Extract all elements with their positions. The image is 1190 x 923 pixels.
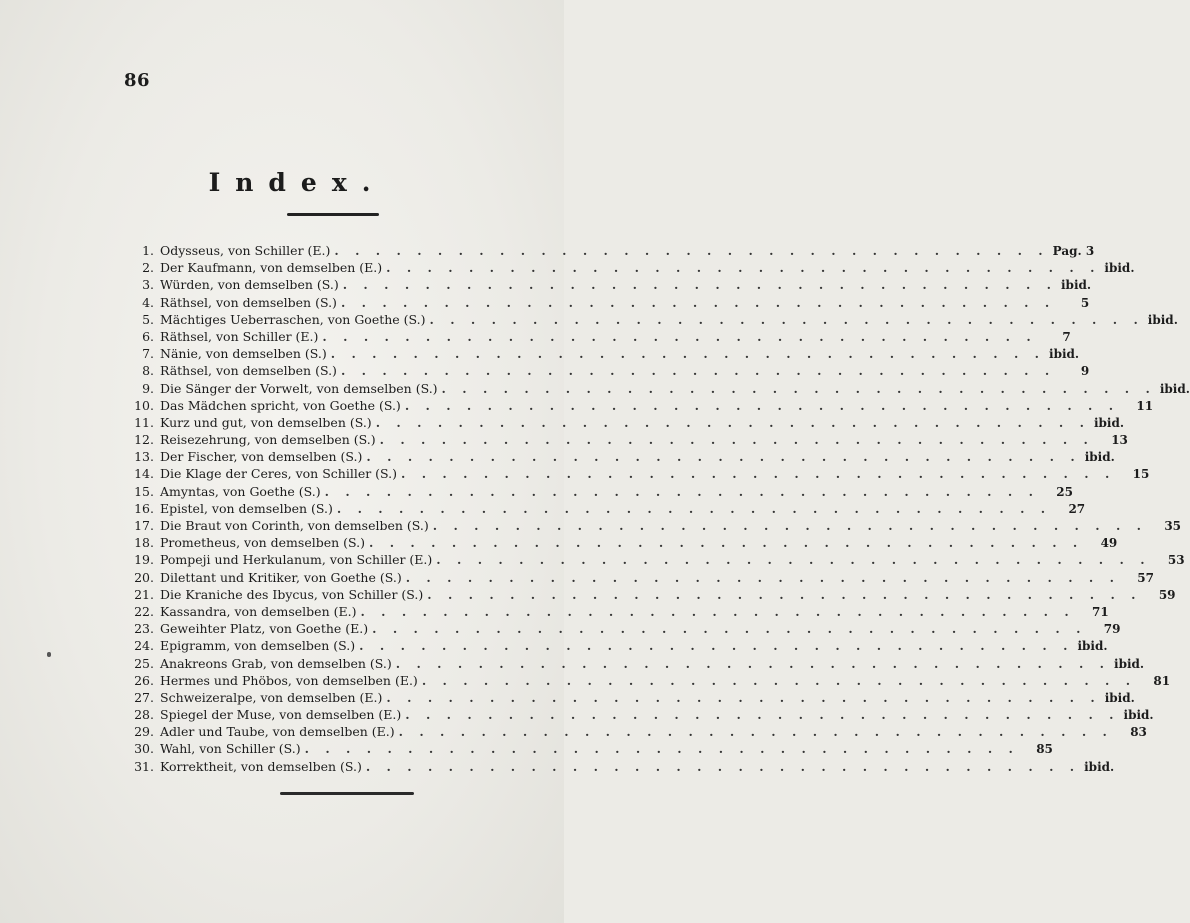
- index-entry: [128, 638, 1108, 655]
- entry-number: 5.: [142, 311, 154, 327]
- entry-title: Wahl, von Schiller (S.): [160, 741, 301, 757]
- index-entry: [128, 483, 1073, 501]
- entry-number: 15.: [134, 483, 154, 499]
- entry-number: 21.: [134, 586, 154, 602]
- entry-page-ref: 13: [1111, 433, 1128, 448]
- dot-leader: . . . . . . . . . . . . . . . . . . . . . . . . . . . . . . . . . . .: [330, 346, 1046, 362]
- dot-leader: . . . . . . . . . . . . . . . . . . . . . . . . . . . . . . . . . . .: [369, 535, 1084, 551]
- dot-leader: . . . . . . . . . . . . . . . . . . . . . . . . . . . . . . . . . . .: [359, 638, 1074, 654]
- entry-title: Räthsel, von demselben (S.): [160, 294, 337, 310]
- index-entry: [128, 449, 1115, 466]
- entry-title: Der Fischer, von demselben (S.): [160, 449, 363, 465]
- index-entry: [128, 655, 1145, 673]
- entry-page-ref: ibid.: [1147, 312, 1178, 327]
- dot-leader: . . . . . . . . . . . . . . . . . . . . . . . . . . . . . . . . . . .: [322, 328, 1037, 344]
- dot-leader: . . . . . . . . . . . . . . . . . . . . . . . . . . . . . . . . . . .: [441, 380, 1156, 396]
- entry-number: 31.: [134, 758, 154, 774]
- entry-title: Adler und Taube, von demselben (E.): [160, 724, 395, 740]
- entry-page-ref: 5: [1080, 295, 1090, 310]
- dot-leader: . . . . . . . . . . . . . . . . . . . . . . . . . . . . . . . . . . .: [336, 500, 1052, 516]
- entry-page-ref: 83: [1130, 725, 1147, 740]
- entry-title: Spiegel der Muse, von demselben (E.): [160, 707, 402, 723]
- dot-leader: . . . . . . . . . . . . . . . . . . . . . . . . . . . . . . . . . . .: [436, 552, 1151, 568]
- dot-leader: . . . . . . . . . . . . . . . . . . . . . . . . . . . . . . . . . . .: [427, 586, 1142, 602]
- index-entry: [128, 758, 1115, 776]
- page-number: 86: [124, 70, 151, 91]
- entry-title: Kurz und gut, von demselben (S.): [160, 414, 372, 430]
- index-entry: [128, 311, 1178, 329]
- index-entry: [128, 518, 1182, 535]
- dot-leader: . . . . . . . . . . . . . . . . . . . . . . . . . . . . . . . . . . .: [429, 311, 1144, 327]
- index-entry: [128, 397, 1154, 415]
- entry-title: Hermes und Phöbos, von demselben (E.): [160, 672, 418, 688]
- dot-leader: . . . . . . . . . . . . . . . . . . . . . . . . . . . . . . . . . . .: [342, 277, 1057, 293]
- index-entry: [128, 277, 1092, 294]
- index-entry: [128, 535, 1118, 552]
- entry-page-ref: 9: [1080, 364, 1090, 379]
- dot-leader: . . . . . . . . . . . . . . . . . . . . . . . . . . . . . . . . . . .: [304, 741, 1019, 757]
- entry-page-ref: ibid.: [1084, 450, 1115, 465]
- index-entry: [128, 569, 1154, 587]
- entry-title: Der Kaufmann, von demselben (E.): [160, 260, 383, 276]
- entry-page-ref: 59: [1158, 587, 1176, 602]
- entry-number: 12.: [134, 432, 154, 448]
- entry-page-ref: 53: [1167, 553, 1185, 568]
- dot-leader: . . . . . . . . . . . . . . . . . . . . . . . . . . . . . . . . . . .: [421, 672, 1137, 688]
- entry-number: 27.: [134, 689, 154, 705]
- dot-leader: . . . . . . . . . . . . . . . . . . . . . . . . . . . . . . . . . . .: [432, 518, 1148, 533]
- entry-title: Dilettant und Kritiker, von Goethe (S.): [160, 569, 402, 585]
- entry-title: Odysseus, von Schiller (E.): [160, 243, 331, 258]
- entry-title: Würden, von demselben (S.): [160, 277, 339, 293]
- dot-leader: . . . . . . . . . . . . . . . . . . . . . . . . . . . . . . . . . . .: [395, 655, 1111, 671]
- index-entry: [128, 243, 1095, 260]
- dot-leader: . . . . . . . . . . . . . . . . . . . . . . . . . . . . . . . . . . .: [340, 294, 1056, 310]
- entry-number: 14.: [134, 466, 154, 482]
- entry-number: 2.: [142, 260, 154, 276]
- dot-leader: . . . . . . . . . . . . . . . . . . . . . . . . . . . . . . . . . . .: [324, 483, 1039, 499]
- index-entry: [128, 414, 1125, 432]
- entry-page-ref: ibid.: [1084, 759, 1115, 774]
- entry-page-ref: 81: [1153, 673, 1171, 688]
- entry-title: Amyntas, von Goethe (S.): [160, 483, 321, 499]
- entry-page-ref: ibid.: [1123, 708, 1154, 723]
- entry-number: 17.: [134, 518, 154, 533]
- index-list: [128, 243, 1190, 776]
- index-entry: [128, 328, 1071, 346]
- entry-title: Räthsel, von demselben (S.): [160, 363, 337, 379]
- index-entry: [128, 741, 1053, 758]
- entry-title: Räthsel, von Schiller (E.): [160, 328, 319, 344]
- entry-page-ref: 85: [1036, 742, 1053, 757]
- page-title: Index.: [208, 168, 386, 197]
- entry-title: Reisezehrung, von demselben (S.): [160, 432, 376, 448]
- entry-page-ref: 27: [1068, 501, 1086, 516]
- entry-page-ref: ibid.: [1114, 656, 1145, 671]
- entry-title: Mächtiges Ueberraschen, von Goethe (S.): [160, 311, 426, 327]
- entry-page-ref: ibid.: [1104, 261, 1135, 276]
- index-entry: [128, 586, 1176, 604]
- end-rule: [280, 792, 414, 795]
- entry-page-ref: 49: [1100, 536, 1118, 551]
- index-entry: [128, 552, 1185, 569]
- entry-title: Pompeji und Herkulanum, von Schiller (E.): [160, 552, 433, 568]
- entry-page-ref: 7: [1062, 329, 1071, 344]
- dot-leader: . . . . . . . . . . . . . . . . . . . . . . . . . . . . . . . . . . .: [360, 603, 1075, 619]
- entry-number: 20.: [134, 569, 154, 585]
- index-entry: [128, 689, 1135, 707]
- ink-speck: [47, 652, 51, 657]
- entry-number: 10.: [134, 397, 154, 413]
- entry-title: Kassandra, von demselben (E.): [160, 603, 357, 619]
- entry-number: 3.: [142, 277, 154, 293]
- entry-page-ref: ibid.: [1049, 347, 1080, 362]
- dot-leader: . . . . . . . . . . . . . . . . . . . . . . . . . . . . . . . . . . .: [386, 260, 1101, 276]
- entry-title: Geweihter Platz, von Goethe (E.): [160, 621, 369, 637]
- dot-leader: . . . . . . . . . . . . . . . . . . . . . . . . . . . . . . . . . . .: [334, 243, 1049, 258]
- entry-number: 6.: [142, 328, 154, 344]
- dot-leader: . . . . . . . . . . . . . . . . . . . . . . . . . . . . . . . . . . .: [365, 758, 1081, 774]
- entry-page-ref: 11: [1136, 398, 1154, 413]
- dot-leader: . . . . . . . . . . . . . . . . . . . . . . . . . . . . . . . . . . .: [379, 432, 1094, 448]
- entry-title: Das Mädchen spricht, von Goethe (S.): [160, 397, 401, 413]
- index-entry: [128, 724, 1147, 741]
- entry-title: Die Klage der Ceres, von Schiller (S.): [160, 466, 398, 482]
- entry-number: 29.: [134, 724, 154, 740]
- index-entry: [128, 707, 1154, 724]
- entry-title: Die Sänger der Vorwelt, von demselben (S.): [160, 380, 438, 396]
- entry-page-ref: 57: [1137, 570, 1154, 585]
- entry-number: 13.: [134, 449, 154, 465]
- entry-title: Epigramm, von demselben (S.): [160, 638, 356, 654]
- entry-title: Korrektheit, von demselben (S.): [160, 758, 362, 774]
- entry-page-ref: ibid.: [1077, 639, 1108, 654]
- entry-page-ref: 79: [1103, 622, 1121, 637]
- entry-page-ref: ibid.: [1061, 278, 1092, 293]
- entry-title: Prometheus, von demselben (S.): [160, 535, 365, 551]
- title-underline: [287, 213, 379, 216]
- dot-leader: . . . . . . . . . . . . . . . . . . . . . . . . . . . . . . . . . . .: [404, 397, 1120, 413]
- index-entry: [128, 500, 1086, 518]
- entry-page-ref: 35: [1164, 519, 1182, 533]
- index-entry: [128, 346, 1080, 363]
- entry-number: 22.: [134, 603, 154, 619]
- entry-page-ref: ibid.: [1159, 381, 1190, 396]
- dot-leader: . . . . . . . . . . . . . . . . . . . . . . . . . . . . . . . . . . .: [405, 707, 1120, 723]
- entry-number: 9.: [142, 380, 154, 396]
- entry-number: 24.: [134, 638, 154, 654]
- index-entry: [128, 672, 1171, 690]
- entry-number: 1.: [142, 243, 154, 258]
- entry-number: 8.: [142, 363, 154, 379]
- entry-number: 19.: [134, 552, 154, 568]
- index-entry: [128, 363, 1090, 380]
- dot-leader: . . . . . . . . . . . . . . . . . . . . . . . . . . . . . . . . . . .: [375, 414, 1090, 430]
- entry-title: Nänie, von demselben (S.): [160, 346, 327, 362]
- index-entry: [128, 603, 1109, 621]
- entry-page-ref: 71: [1092, 604, 1109, 619]
- dot-leader: . . . . . . . . . . . . . . . . . . . . . . . . . . . . . . . . . . .: [340, 363, 1056, 379]
- entry-number: 25.: [134, 655, 154, 671]
- entry-number: 30.: [134, 741, 154, 757]
- entry-number: 4.: [142, 294, 154, 310]
- index-entry: [128, 466, 1150, 483]
- index-entry: [128, 432, 1128, 449]
- entry-title: Schweizeralpe, von demselben (E.): [160, 689, 383, 705]
- entry-page-ref: 15: [1132, 467, 1150, 482]
- entry-number: 16.: [134, 500, 154, 516]
- dot-leader: . . . . . . . . . . . . . . . . . . . . . . . . . . . . . . . . . . .: [405, 569, 1120, 585]
- entry-number: 11.: [134, 414, 154, 430]
- index-entry: [128, 621, 1121, 638]
- index-entry: [128, 294, 1090, 312]
- dot-leader: . . . . . . . . . . . . . . . . . . . . . . . . . . . . . . . . . . .: [386, 689, 1101, 705]
- entry-number: 28.: [134, 707, 154, 723]
- entry-number: 7.: [142, 346, 154, 362]
- entry-number: 26.: [134, 672, 154, 688]
- entry-page-ref: ibid.: [1104, 690, 1135, 705]
- entry-title: Die Braut von Corinth, von demselben (S.): [160, 518, 429, 533]
- dot-leader: . . . . . . . . . . . . . . . . . . . . . . . . . . . . . . . . . . .: [372, 621, 1087, 637]
- entry-title: Epistel, von demselben (S.): [160, 500, 333, 516]
- dot-leader: . . . . . . . . . . . . . . . . . . . . . . . . . . . . . . . . . . .: [398, 724, 1113, 740]
- index-entry: [128, 380, 1190, 398]
- entry-title: Anakreons Grab, von demselben (S.): [160, 655, 392, 671]
- index-entry: [128, 260, 1135, 277]
- entry-page-ref: Pag. 3: [1052, 244, 1095, 258]
- entry-title: Die Kraniche des Ibycus, von Schiller (S.): [160, 586, 424, 602]
- dot-leader: . . . . . . . . . . . . . . . . . . . . . . . . . . . . . . . . . . .: [401, 466, 1116, 482]
- entry-number: 23.: [134, 621, 154, 637]
- entry-page-ref: 25: [1056, 484, 1073, 499]
- entry-page-ref: ibid.: [1093, 415, 1125, 430]
- dot-leader: . . . . . . . . . . . . . . . . . . . . . . . . . . . . . . . . . . .: [366, 449, 1081, 465]
- entry-number: 18.: [134, 535, 154, 551]
